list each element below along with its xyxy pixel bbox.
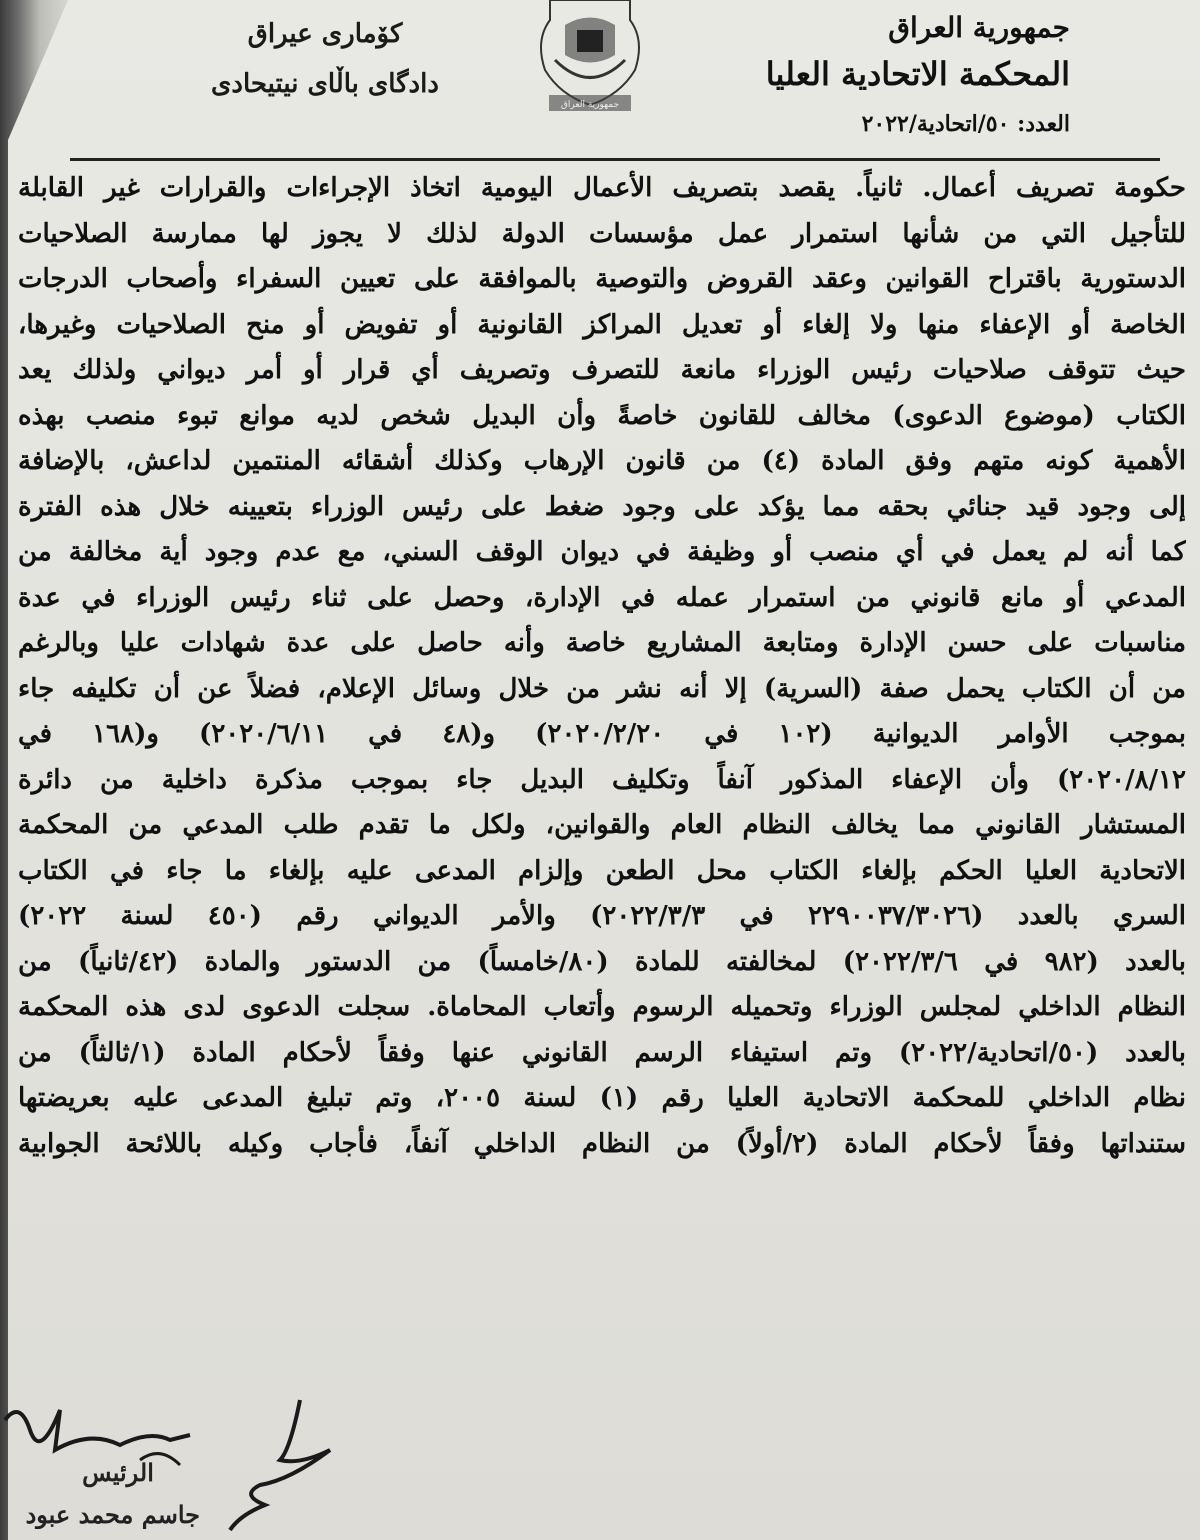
header-divider xyxy=(70,158,1160,161)
country-name-kurdish: كۆماری عیراق xyxy=(247,19,403,49)
body-line: الخاصة أو الإعفاء منها ولا إلغاء أو تعديل المراكز القانونية أو تفويض أو منح الصلاحيات وغيرها، xyxy=(18,309,1186,340)
body-line: ستنداتها وفقاً لأحكام المادة (٢/أولاً) من النظام الداخلي آنفاً، فأجاب وكيله باللائحة الجوابية xyxy=(18,1128,1186,1159)
body-line: مناسبات على حسن الإدارة ومتابعة المشاريع خاصة وأنه حاصل على عدة شهادات عليا وبالرغم xyxy=(18,628,1186,658)
second-signature xyxy=(230,1400,330,1530)
president-signature xyxy=(5,1410,190,1450)
body-line: للتأجيل التي من شأنها استمرار عمل مؤسسات الدولة لذلك لا يجوز لها ممارسة الصلاحيات xyxy=(18,218,1186,249)
body-line: الدستورية باقتراح القوانين وعقد القروض والتوصية بالموافقة على تعيين السفراء وأصحاب الدرجات xyxy=(18,264,1186,294)
body-line: بموجب الأوامر الديوانية (١٠٢ في ٢٠٢٠/٢/٢٠) و(٤٨ في ٢٠٢٠/٦/١١) و(١٦٨ في xyxy=(18,719,1186,749)
country-name: جمهورية العراق xyxy=(888,11,1070,44)
body-line: الأهمية كونه متهم وفق المادة (٤) من قانون الإرهاب وكذلك أشقائه المنتمين لداعش، بالإضافة xyxy=(18,446,1186,476)
signer-title: الرئيس xyxy=(82,1458,154,1487)
court-name-kurdish: دادگای باڵای نیتیحادی xyxy=(211,69,439,99)
header-right xyxy=(710,8,1070,142)
body-line: نظام الداخلي للمحكمة الاتحادية العليا رقم (١) لسنة ٢٠٠٥، وتم تبليغ المدعى عليه بعريضتها xyxy=(18,1083,1186,1113)
body-line: حيث تتوقف صلاحيات رئيس الوزراء مانعة للتصرف وتصريف أي قرار أو أمر ديواني ولذلك يعد xyxy=(18,355,1186,385)
body-line: الاتحادية العليا الحكم بإلغاء الكتاب محل الطعن وإلزام المدعى عليه بإلغاء ما جاء في الكتاب xyxy=(18,855,1186,886)
header-left xyxy=(180,14,470,114)
body-line: بالعدد (٥٠/اتحادية/٢٠٢٢) وتم استيفاء الرسم القانوني عنها وفقاً لأحكام المادة (١/ثالثاً) من xyxy=(18,1037,1186,1068)
body-line: المدعي أو مانع قانوني من استمرار عمله في الإدارة، وحصل على ثناء رئيس الوزراء في عدة xyxy=(18,582,1186,613)
body-line: ٢٠٢٠/٨/١٢) وأن الإعفاء المذكور آنفاً وتكليف البديل جاء بموجب مذكرة داخلية من دائرة xyxy=(18,764,1186,795)
case-number: العدد: ٥٠/اتحادية/٢٠٢٢ xyxy=(861,111,1070,137)
body-line: الكتاب (موضوع الدعوى) مخالف للقانون خاصةً وأن البديل شخص لديه موانع تبوء منصب بهذه xyxy=(18,400,1186,431)
body-line: حكومة تصريف أعمال. ثانياً. يقصد بتصريف الأعمال اليومية اتخاذ الإجراءات والقرارات غير القابلة xyxy=(18,173,1186,203)
signer-name: جاسم محمد عبود xyxy=(25,1500,200,1529)
emblem-text: جمهورية العراق xyxy=(560,100,620,110)
body-line: كما أنه لم يعمل في أي منصب أو وظيفة في ديوان الوقف السني، مع عدم وجود أية مخالفة من xyxy=(18,537,1186,567)
body-line: السري بالعدد (٢٢٩٠٠٣٧/٣٠٢٦ في ٢٠٢٢/٣/٣) والأمر الديواني رقم (٤٥٠ لسنة ٢٠٢٢) xyxy=(18,901,1186,931)
iraq-emblem xyxy=(535,0,645,120)
body-line: النظام الداخلي لمجلس الوزراء وتحميله الرسوم وأتعاب المحاماة. سجلت الدعوى لدى هذه المحكمة xyxy=(18,992,1186,1022)
document-body xyxy=(18,166,1186,1167)
body-line: من أن الكتاب يحمل صفة (السرية) إلا أنه نشر من خلال وسائل الإعلام، فضلاً عن أن تكليفه جاء xyxy=(18,673,1186,704)
court-name: المحكمة الاتحادية العليا xyxy=(765,55,1070,93)
body-line: إلى وجود قيد جنائي بحقه مما يؤكد على وجود ضغط على رئيس الوزراء بتعيينه خلال هذه الفترة xyxy=(18,491,1186,522)
body-line: المستشار القانوني مما يخالف النظام العام والقوانين، ولكل ما تقدم طلب المدعي من المحكمة xyxy=(18,810,1186,840)
body-line: بالعدد (٩٨٢ في ٢٠٢٢/٣/٦) لمخالفته للمادة (٨٠/خامساً) من الدستور والمادة (٤٢/ثانياً) من xyxy=(18,946,1186,977)
